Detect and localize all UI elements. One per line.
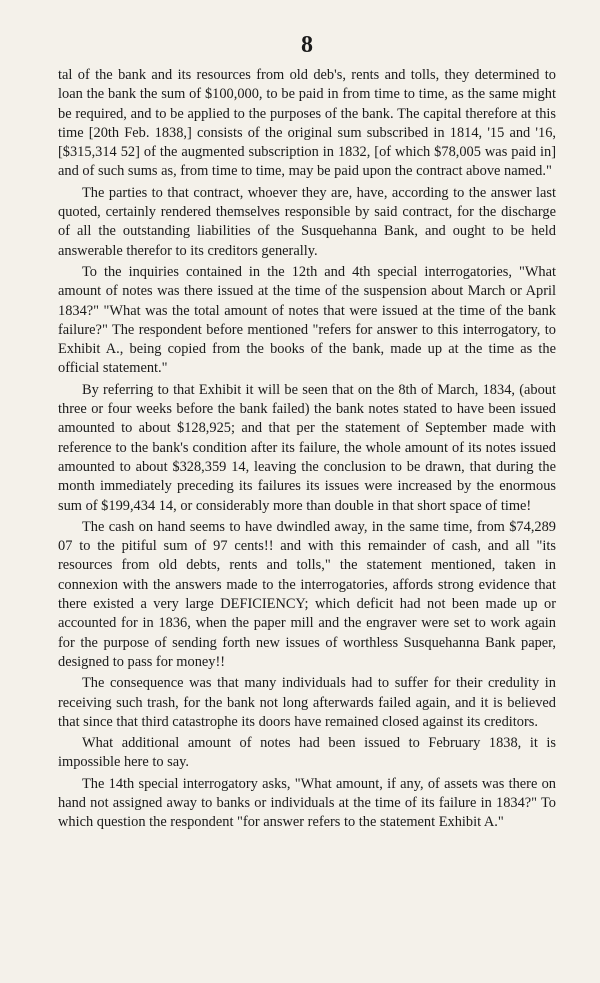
document-body (58, 66, 556, 833)
page-number: 8 (301, 32, 313, 58)
paragraph-14th-interrogatory: The 14th special interrogatory asks, "What amount, if any, of assets was there on hand not assigned away to banks or individuals at the time of its failure in 1834?" To which question the respondent "for answer refers to the statement Exhibit A." (58, 775, 556, 831)
paragraph-continuation: tal of the bank and its resources from old deb's, rents and tolls, they determined to loan the bank the sum of $100,000, to be paid in from time to time, as the same might be required, and to be applied to the purposes of the bank. The capital therefore at this time [20th Feb. 1838,] consists of the original sum subscribed in 1814, '15 and '16, [$315,314 52] of the augmented subscription in 1832, [of which $78,005 was paid in] and of such sums as, from time to time, may be paid upon the contract above named." (58, 67, 556, 180)
paragraph-contract-parties: The parties to that contract, whoever they are, have, according to the answer last quoted, certainly rendered themselves responsible by said contract, for the discharge of all the outstanding liabilities of the Susquehanna Bank, and ought to be held answerable therefor to its creditors generally. (58, 184, 556, 259)
paragraph-consequence: The consequence was that many individuals had to suffer for their credulity in receiving such trash, for the bank not long afterwards failed again, and it is believed that since that third catastrophe its doors have remained closed against its creditors. (58, 675, 556, 730)
paragraph-cash-deficiency: The cash on hand seems to have dwindled away, in the same time, from $74,289 07 to the pitiful sum of 97 cents!! and with this remainder of cash, and all "its resources from old debts, rents and tolls," the statement mentioned, taken in connexion with the answers made to the interrogatories, affords strong evidence that there existed a very large DEFICIENCY; which deficit had not been made up or accounted for in 1836, when the paper mill and the engraver were set to work again for the purpose of sending forth new issues of worthless Susquehanna Bank paper, designed to pass for money!! (58, 518, 556, 670)
paragraph-interrogatories-notes: To the inquiries contained in the 12th and 4th special interrogatories, "What amount of notes was there issued at the time of the suspension about March or April 1834?" "What was the total amount of notes that were issued at the time of the bank failure?" The respondent before mentioned "refers for answer to this interrogatory, to Exhibit A., being copied from the books of the bank, made up at the time as the official statement." (58, 263, 556, 377)
paragraph-additional-notes: What additional amount of notes had been issued to February 1838, it is impossible here to say. (58, 735, 556, 771)
paragraph-exhibit-reference: By referring to that Exhibit it will be seen that on the 8th of March, 1834, (about three or four weeks before the bank failed) the bank notes stated to have been issued amounted to about $128,925; and that per the statement of September made with reference to the bank's condition after its failure, the whole amount of its notes issued amounted to about $328,359 14, leaving the conclusion to be drawn, that during the month immediately preceding its failures its issues were increased by the enormous sum of $199,434 14, or considerably more than double in that short space of time! (58, 381, 556, 514)
